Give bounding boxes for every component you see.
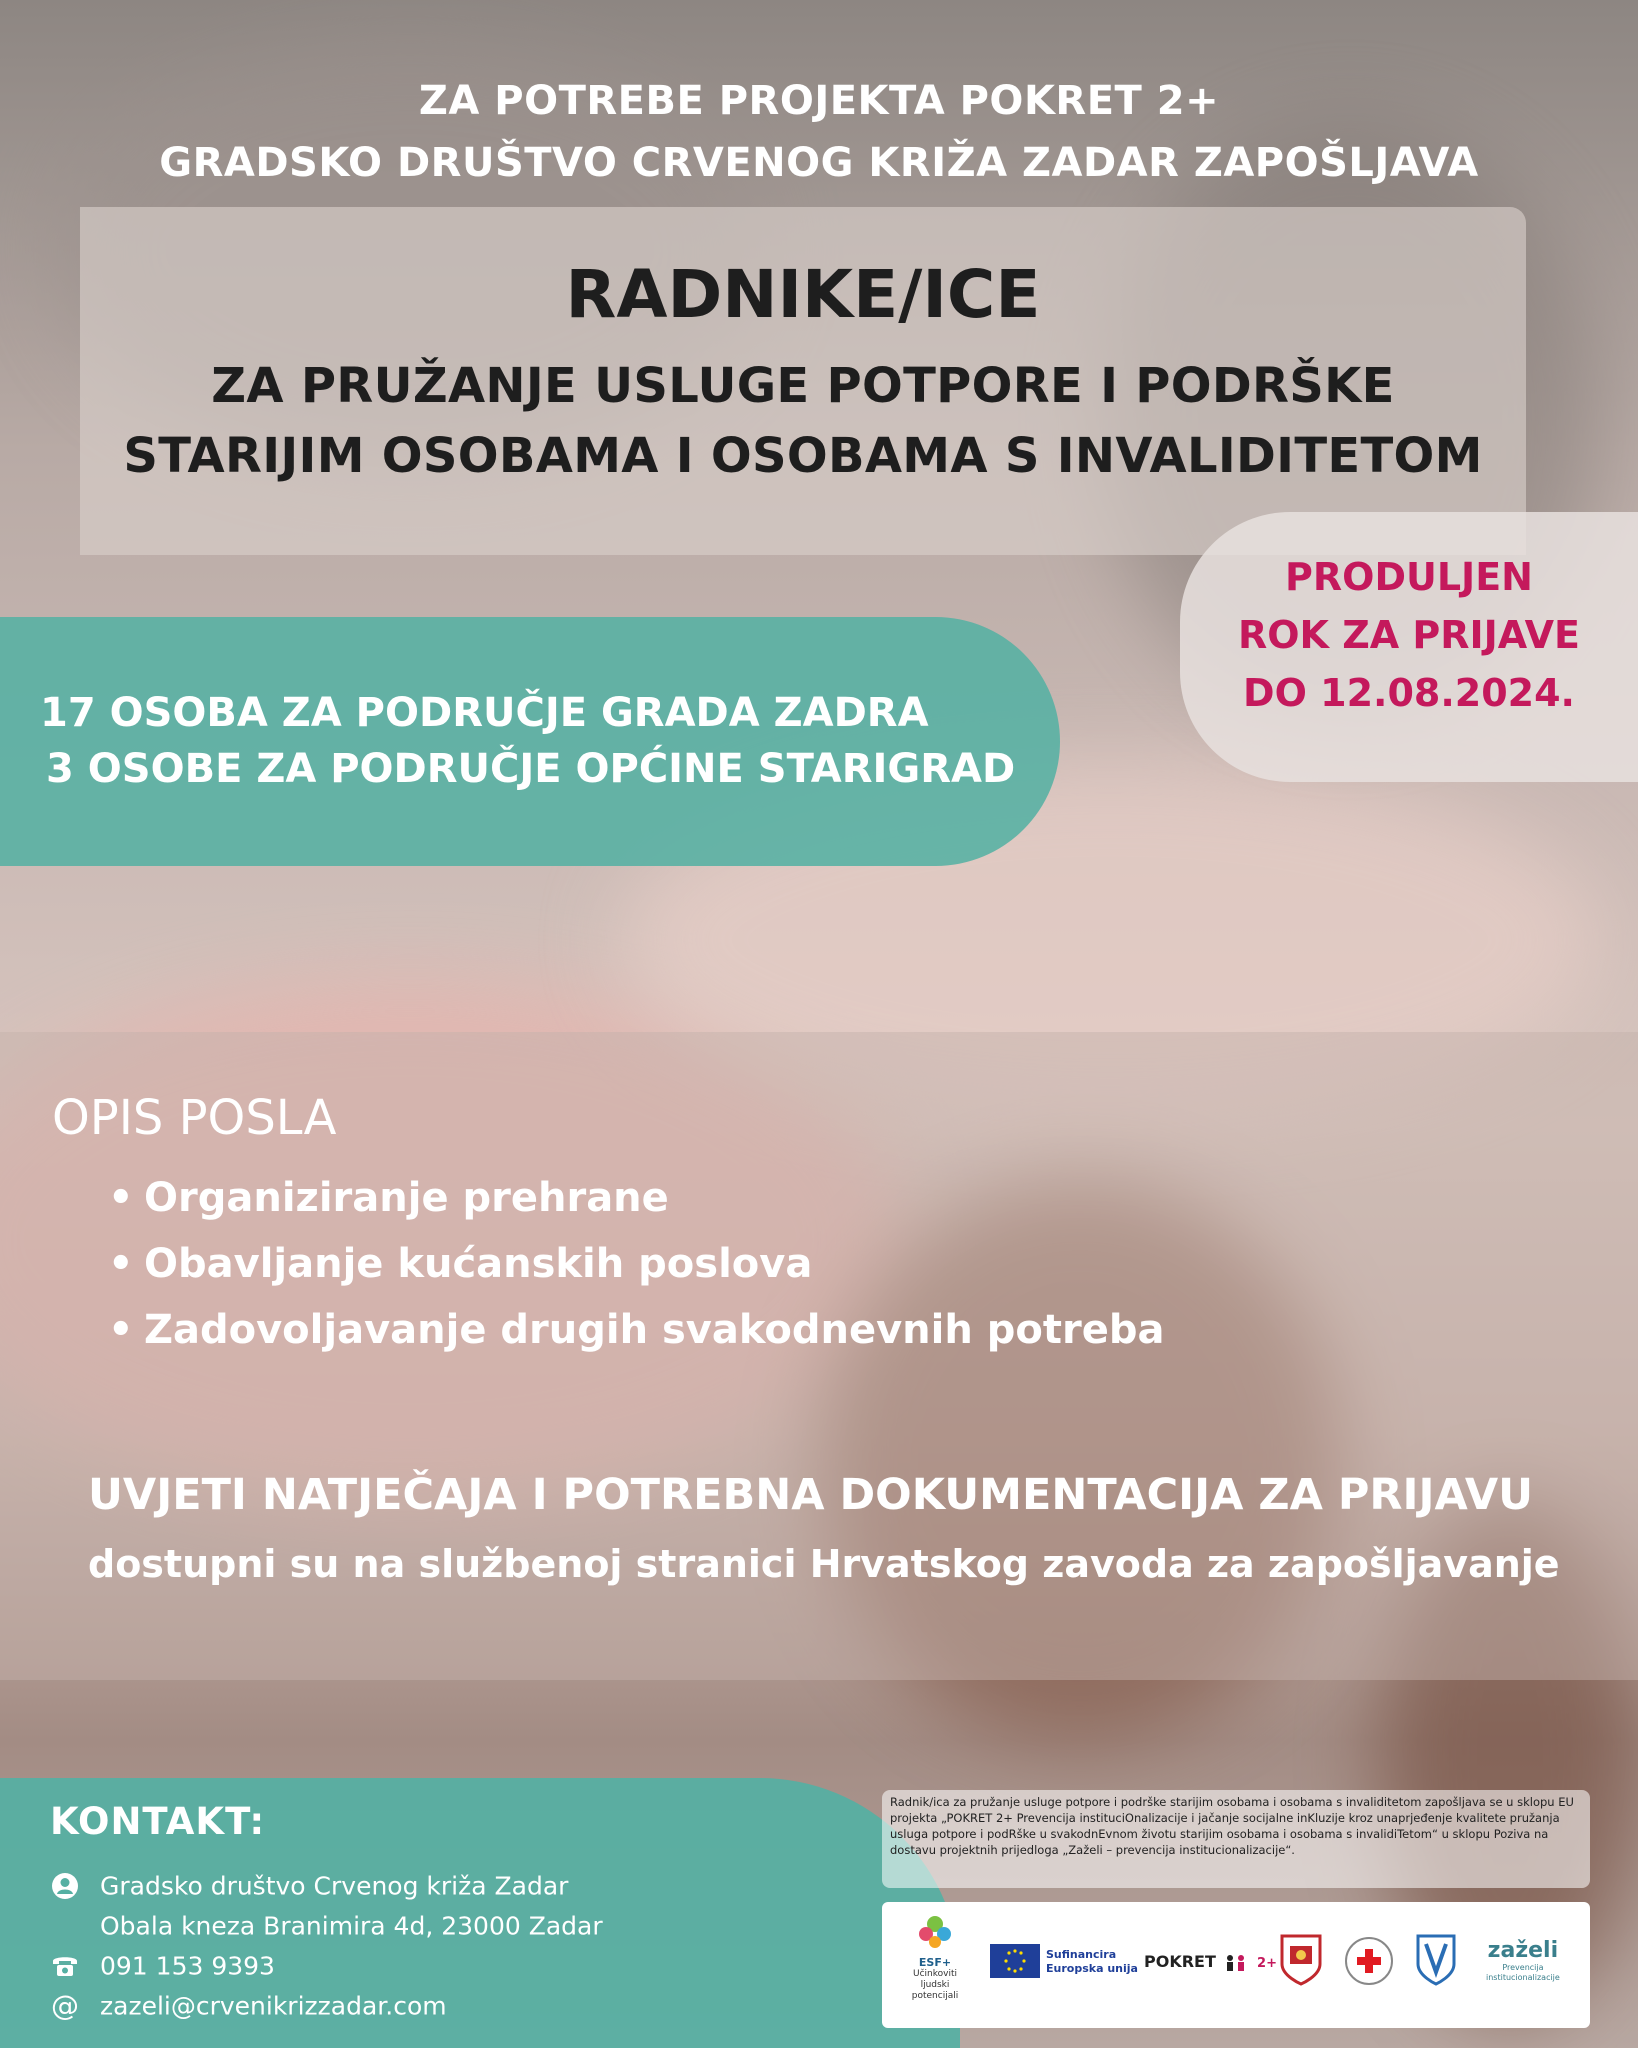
deadline-line-2: ROK ZA PRIJAVE (1237, 613, 1581, 657)
eu-text (1046, 1948, 1138, 1976)
contact-email-text: zazeli@crvenikrizzadar.com (100, 1991, 447, 2021)
zazeli-logo (1486, 1938, 1560, 1983)
conditions-title: UVJETI NATJEČAJA I POTREBNA DOKUMENTACIJA ZA PRIJAVU (88, 1470, 1534, 1520)
user-icon (50, 1871, 80, 1901)
title-subtitle-line-2: STARIJIM OSOBAMA I OSOBAMA S INVALIDITETOM (123, 428, 1483, 484)
header-line-1: ZA POTREBE PROJEKTA POKRET 2+ (418, 78, 1220, 124)
deadline-line-1: PRODULJEN (1285, 555, 1533, 599)
contact-email[interactable] (50, 1990, 447, 2021)
zazeli-text: zaželi (1487, 1938, 1559, 1963)
esf-sub-3: potencijali (911, 1991, 959, 2001)
esf-flower-icon (900, 1912, 970, 1952)
logos-strip (882, 1902, 1590, 2028)
contact-address (100, 1910, 603, 1941)
list-item: • Obavljanje kućanskih poslova (108, 1231, 1164, 1297)
esf-label: ESF+ (918, 1956, 952, 1969)
eu-line-1: Sufinancira (1046, 1948, 1117, 1961)
job-description-list (108, 1165, 1164, 1363)
title-subtitle (80, 351, 1526, 491)
at-icon: @ (51, 1989, 79, 2022)
list-item: • Zadovoljavanje drugih svakodnevnih potreba (108, 1297, 1164, 1363)
title-main: RADNIKE/ICE (565, 256, 1041, 333)
pokret-logo (1144, 1952, 1277, 1972)
conditions-text: dostupni su na službenoj stranici Hrvatskog zavoda za zapošljavanje (88, 1542, 1560, 1586)
deadline-line-3: DO 12.08.2024. (1243, 671, 1575, 715)
pokret-text: POKRET (1144, 1952, 1216, 1971)
contact-org (50, 1870, 568, 1901)
job-description-title: OPIS POSLA (52, 1090, 337, 1146)
contact-address-text: Obala kneza Branimira 4d, 23000 Zadar (100, 1911, 603, 1941)
list-item: • Organiziranje prehrane (108, 1165, 1164, 1231)
pokret-suffix: 2+ (1257, 1956, 1277, 1971)
header-line-2: GRADSKO DRUŠTVO CRVENOG KRIŽA ZADAR ZAPOŠLJAVA (159, 140, 1479, 186)
starigrad-coat-of-arms-icon (1416, 1934, 1456, 1990)
phone-icon (50, 1951, 80, 1981)
esf-logo (900, 1912, 970, 2020)
red-cross-logo-icon (1344, 1936, 1394, 1990)
contact-section (0, 1778, 960, 2048)
deadline-badge (1180, 512, 1638, 782)
contact-title: KONTAKT: (50, 1800, 266, 1843)
eu-line-2: Europska unija (1046, 1962, 1138, 1975)
eu-logo (990, 1944, 1040, 1982)
esf-sub-2: ljudski (920, 1980, 950, 1990)
zazeli-sub-1: Prevencija (1502, 1963, 1544, 1972)
contact-org-text: Gradsko društvo Crvenog križa Zadar (100, 1871, 569, 1901)
zadar-coat-of-arms-icon (1280, 1934, 1322, 1990)
header (0, 70, 1638, 194)
title-subtitle-line-1: ZA PRUŽANJE USLUGE POTPORE I PODRŠKE (211, 358, 1395, 414)
zazeli-sub-2: institucionalizacije (1486, 1973, 1560, 1982)
contact-phone-text: 091 153 9393 (100, 1951, 275, 1981)
positions-line-1: 17 OSOBA ZA PODRUČJE GRADA ZADRA (40, 690, 929, 736)
people-icon (1221, 1954, 1251, 1972)
contact-phone[interactable] (50, 1950, 275, 1981)
legal-notice: Radnik/ica za pružanje usluge potpore i podrške starijim osobama i osobama s invaliditetom zapošljava se u sklopu EU projekta „POKRET 2+ Prevencija instituciOnalizacije i jačanje socijalne inKluzije kroz unaprjeđenje kvalitete pružanja usluga potpore i podRške u svakodnEvnom životu starijim osobama i osobama s invalidiTetom“ u sklopu Poziva na dostavu projektnih prijedloga „Zaželi – prevencija institucionalizacije“. (882, 1790, 1590, 1888)
title-box (80, 207, 1526, 555)
positions-line-2: 3 OSOBE ZA PODRUČJE OPĆINE STARIGRAD (46, 746, 1016, 792)
positions-band (0, 617, 1060, 866)
esf-sub-1: Učinkoviti (913, 1969, 957, 1979)
eu-flag-icon (990, 1944, 1040, 1978)
